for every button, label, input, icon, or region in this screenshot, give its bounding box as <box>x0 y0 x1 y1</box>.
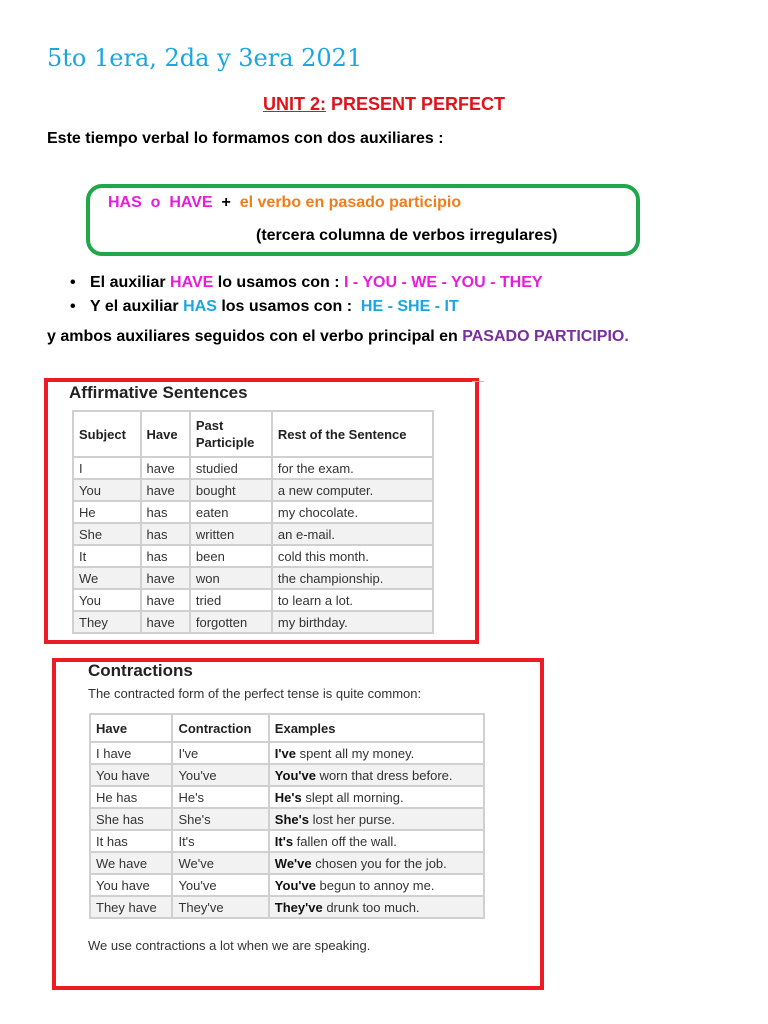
contractions-table <box>89 713 485 919</box>
table-cell: has <box>141 523 190 545</box>
table-cell: You <box>73 589 141 611</box>
affirmative-table <box>72 410 434 634</box>
table-cell: You have <box>90 874 172 896</box>
example-rest: begun to annoy me. <box>315 877 435 893</box>
table-row <box>73 457 433 479</box>
table-row <box>90 852 484 874</box>
table-cell: We've <box>172 852 268 874</box>
bullet-item <box>70 271 543 295</box>
bullet-prefix: Y el auxiliar <box>90 298 184 315</box>
table-cell: have <box>141 611 190 633</box>
table-row <box>90 764 484 786</box>
example-rest: fallen off the wall. <box>293 833 397 849</box>
column-header: Have <box>90 714 172 742</box>
formula-auxiliaries: HAS o HAVE <box>108 194 213 211</box>
example-contraction: We've <box>274 855 312 871</box>
bullet-item <box>70 295 543 319</box>
example-rest: worn that dress before. <box>315 767 453 783</box>
table-row <box>73 589 433 611</box>
column-header: Past Participle <box>190 411 272 457</box>
affirmative-title: Affirmative Sentences <box>69 383 248 402</box>
table-cell: for the exam. <box>272 457 433 479</box>
table-cell: a new computer. <box>272 479 433 501</box>
table-row <box>73 611 433 633</box>
table-cell: bought <box>190 479 272 501</box>
example-contraction: It's <box>274 833 294 849</box>
formula-main <box>108 194 461 212</box>
table-cell: We <box>73 567 141 589</box>
summary-body: y ambos auxiliares seguidos con el verbo principal en <box>47 328 463 345</box>
table-row <box>73 545 433 567</box>
table-cell: have <box>141 589 190 611</box>
bullet-aux-have: HAVE <box>170 274 214 291</box>
bullet-middle: los usamos con : <box>216 298 361 315</box>
table-cell: has <box>141 501 190 523</box>
table-cell: my chocolate. <box>272 501 433 523</box>
bullet-aux-has: HAS <box>183 298 217 315</box>
bullet-dot: • <box>70 274 76 291</box>
table-cell: You <box>73 479 141 501</box>
example-cell <box>269 808 484 830</box>
table-cell: the championship. <box>272 567 433 589</box>
example-rest: drunk too much. <box>322 899 420 915</box>
bullet-prefix: El auxiliar <box>90 274 171 291</box>
table-cell: an e-mail. <box>272 523 433 545</box>
table-cell: They <box>73 611 141 633</box>
table-cell: You have <box>90 764 172 786</box>
bullet-subjects-have: I - YOU - WE - YOU - THEY <box>344 274 543 291</box>
example-rest: chosen you for the job. <box>311 855 447 871</box>
example-contraction: They've <box>274 899 323 915</box>
table-row <box>73 479 433 501</box>
contractions-intro: The contracted form of the perfect tense is quite common: <box>88 686 422 701</box>
table-cell: have <box>141 457 190 479</box>
table-cell: have <box>141 479 190 501</box>
column-header: Examples <box>269 714 484 742</box>
table-cell: She has <box>90 808 172 830</box>
table-cell: have <box>141 567 190 589</box>
bullet-subjects-has: HE - SHE - IT <box>360 298 459 315</box>
table-cell: written <box>190 523 272 545</box>
example-contraction: He's <box>274 789 302 805</box>
table-row <box>90 808 484 830</box>
table-cell: He <box>73 501 141 523</box>
table-cell: eaten <box>190 501 272 523</box>
intro-text: Este tiempo verbal lo formamos con dos auxiliares : <box>47 130 444 147</box>
table-row <box>73 523 433 545</box>
table-cell: He has <box>90 786 172 808</box>
table-cell: tried <box>190 589 272 611</box>
column-header: Have <box>141 411 190 457</box>
table-cell: been <box>190 545 272 567</box>
table-cell: She's <box>172 808 268 830</box>
example-contraction: You've <box>274 877 316 893</box>
formula-verb: el verbo en pasado participio <box>239 194 462 211</box>
table-cell: my birthday. <box>272 611 433 633</box>
bullet-dot: • <box>70 298 76 315</box>
table-row <box>90 896 484 918</box>
table-cell: You've <box>172 874 268 896</box>
table-cell: forgotten <box>190 611 272 633</box>
table-cell: studied <box>190 457 272 479</box>
table-cell: It's <box>172 830 268 852</box>
bullet-middle: lo usamos con : <box>213 274 344 291</box>
table-row <box>90 742 484 764</box>
table-cell: won <box>190 567 272 589</box>
example-cell <box>269 874 484 896</box>
bullet-list <box>70 271 543 319</box>
table-cell: He's <box>172 786 268 808</box>
table-cell: I have <box>90 742 172 764</box>
example-cell <box>269 764 484 786</box>
table-cell: We have <box>90 852 172 874</box>
column-header: Rest of the Sentence <box>272 411 433 457</box>
table-header-row <box>90 714 484 742</box>
table-cell: has <box>141 545 190 567</box>
example-contraction: You've <box>274 767 316 783</box>
table-cell: It <box>73 545 141 567</box>
contractions-footer: We use contractions a lot when we are speaking. <box>88 938 371 953</box>
table-row <box>73 567 433 589</box>
table-row <box>73 501 433 523</box>
example-rest: lost her purse. <box>308 811 395 827</box>
unit-heading <box>0 94 768 115</box>
table-cell: It has <box>90 830 172 852</box>
table-row <box>90 874 484 896</box>
unit-title: PRESENT PERFECT <box>325 94 506 114</box>
table-cell: You've <box>172 764 268 786</box>
table-cell: She <box>73 523 141 545</box>
table-cell: I've <box>172 742 268 764</box>
page-title: 5to 1era, 2da y 3era 2021 <box>47 44 363 72</box>
example-contraction: I've <box>274 745 296 761</box>
summary-text <box>47 328 629 346</box>
table-row <box>90 786 484 808</box>
table-cell: to learn a lot. <box>272 589 433 611</box>
table-cell: They've <box>172 896 268 918</box>
example-cell <box>269 786 484 808</box>
example-cell <box>269 830 484 852</box>
contractions-title: Contractions <box>88 661 193 680</box>
divider <box>472 381 484 382</box>
table-cell: They have <box>90 896 172 918</box>
table-cell: I <box>73 457 141 479</box>
summary-highlight: PASADO PARTICIPIO. <box>462 328 629 345</box>
formula-note: (tercera columna de verbos irregulares) <box>256 227 558 244</box>
example-cell <box>269 852 484 874</box>
table-row <box>90 830 484 852</box>
example-cell <box>269 742 484 764</box>
table-cell: cold this month. <box>272 545 433 567</box>
formula-plus: + <box>212 194 240 211</box>
example-rest: slept all morning. <box>301 789 404 805</box>
example-rest: spent all my money. <box>295 745 415 761</box>
example-cell <box>269 896 484 918</box>
unit-label: UNIT 2: <box>262 94 326 114</box>
table-header-row <box>73 411 433 457</box>
column-header: Contraction <box>172 714 268 742</box>
column-header: Subject <box>73 411 141 457</box>
example-contraction: She's <box>274 811 309 827</box>
